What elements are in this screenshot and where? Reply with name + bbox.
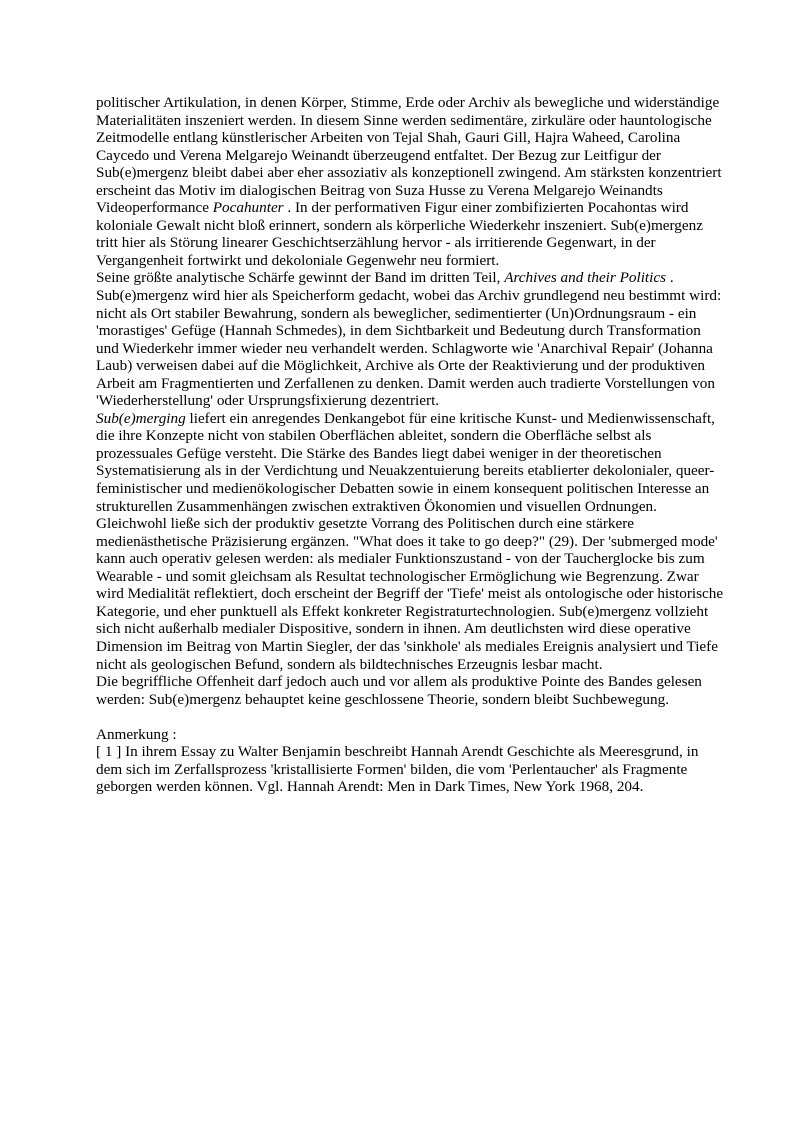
work-title: Pocahunter xyxy=(212,199,284,217)
footnote: [ 1 ] In ihrem Essay zu Walter Benjamin beschreibt Hannah Arendt Geschichte als Meeresgrund, in dem sich im Zerfallsprozess 'kristallisierte Formen' bilden, die vom 'Perlentaucher' als Fragmente geborgen werden können. Vgl. Hannah Arendt: Men in Dark Times, New York 1968, 204. xyxy=(96,743,699,796)
body-paragraph xyxy=(96,410,724,673)
paragraph-spacer xyxy=(96,708,724,726)
paragraph-text: . Sub(e)mergenz wird hier als Speicherform gedacht, wobei das Archiv grundlegend neu bestimmt wird: nicht als Ort stabiler Bewahrung, sondern als beweglicher, sedimentierter (Un)Ordnungsraum - ein 'morastiges' Gefüge (Hannah Schmedes), in dem Sichtbarkeit und Bedeutung durch Transformation und Wiederkehr immer wieder neu verhandelt werden. Schlagworte wie 'Anarchival Repair' (Johanna Laub) verweisen dabei auf die Möglichkeit, Archive als Orte der Reaktivierung und der produktiven Arbeit am Fragmentierten und Zerfallenen zu denken. Damit werden auch tradierte Vorstellungen von 'Wiederherstellung' oder Ursprungsfixierung dezentriert. xyxy=(96,269,722,410)
section-title: Archives and their Politics xyxy=(504,269,667,287)
body-paragraph xyxy=(96,673,724,708)
paragraph-text: Die begriffliche Offenheit darf jedoch auch und vor allem als produktive Pointe des Bandes gelesen werden: Sub(e)mergenz behauptet keine geschlossene Theorie, sondern bleibt Suchbewegung. xyxy=(96,673,702,708)
body-paragraph xyxy=(96,94,724,269)
document-body xyxy=(96,94,724,796)
paragraph-text: liefert ein anregendes Denkangebot für eine kritische Kunst- und Medienwissenschaft, die ihre Konzepte nicht von stabilen Oberflächen ableitet, sondern die Oberfläche selbst als prozessuales Gefüge versteht. Die Stärke des Bandes liegt dabei weniger in der theoretischen Systematisierung als in der Verdichtung und Neuakzentuierung bereits etablierter dekolonialer, queer-feministischer und medienökologischer Debatten sowie in einem konsequent politischen Interesse an strukturellen Zusammenhängen zwischen extraktiven Ökonomien und visuellen Ordnungen. Gleichwohl ließe sich der produktiv gesetzte Vorrang des Politischen durch eine stärkere medienästhetische Präzisierung ergänzen. "What does it take to go deep?" (29). Der 'submerged mode' kann auch operativ gelesen werden: als medialer Funktionszustand - von der Taucherglocke bis zum Wearable - und somit gleichsam als Resultat technologischer Ermöglichung wie Begrenzung. Zwar wird Medialität reflektiert, doch erscheint der Begriff der 'Tiefe' meist als ontologische oder historische Kategorie, und eher punktuell als Effekt konkreter Registraturtechnologien. Sub(e)mergenz vollzieht sich nicht außerhalb medialer Dispositive, sondern in ihnen. Am deutlichsten wird diese operative Dimension im Beitrag von Martin Siegler, der das 'sinkhole' als mediales Ereignis analysiert und Tiefe nicht als geologischen Befund, sondern als bildtechnisches Erzeugnis lesbar macht. xyxy=(96,409,724,673)
paragraph-text: . In der performativen Figur einer zombifizierten Pocahontas wird koloniale Gewalt nicht bloß erinnert, sondern als körperliche Wiederkehr inszeniert. Sub(e)mergenz tritt hier als Störung linearer Geschichtserzählung hervor - als irritierende Gegenwart, in der Vergangenheit fortwirkt und dekoloniale Gegenwehr neu formiert. xyxy=(96,199,703,269)
body-paragraph xyxy=(96,269,724,409)
paragraph-text: politischer Artikulation, in denen Körper, Stimme, Erde oder Archiv als bewegliche und widerständige Materialitäten inszeniert werden. In diesem Sinne werden sedimentäre, zirkuläre oder hauntologische Zeitmodelle entlang künstlerischer Arbeiten von Tejal Shah, Gauri Gill, Hajra Waheed, Carolina Caycedo und Verena Melgarejo Weinandt überzeugend entfaltet. Der Bezug zur Leitfigur der Sub(e)mergenz bleibt dabei aber eher assoziativ als konzeptionell zwingend. Am stärksten konzentriert erscheint das Motiv im dialogischen Beitrag von Suza Husse zu Verena Melgarejo Weinandts Videoperformance xyxy=(96,94,722,217)
notes-heading: Anmerkung : xyxy=(96,725,177,743)
book-title: Sub(e)merging xyxy=(96,409,186,427)
paragraph-text: Seine größte analytische Schärfe gewinnt der Band im dritten Teil, xyxy=(96,269,505,287)
